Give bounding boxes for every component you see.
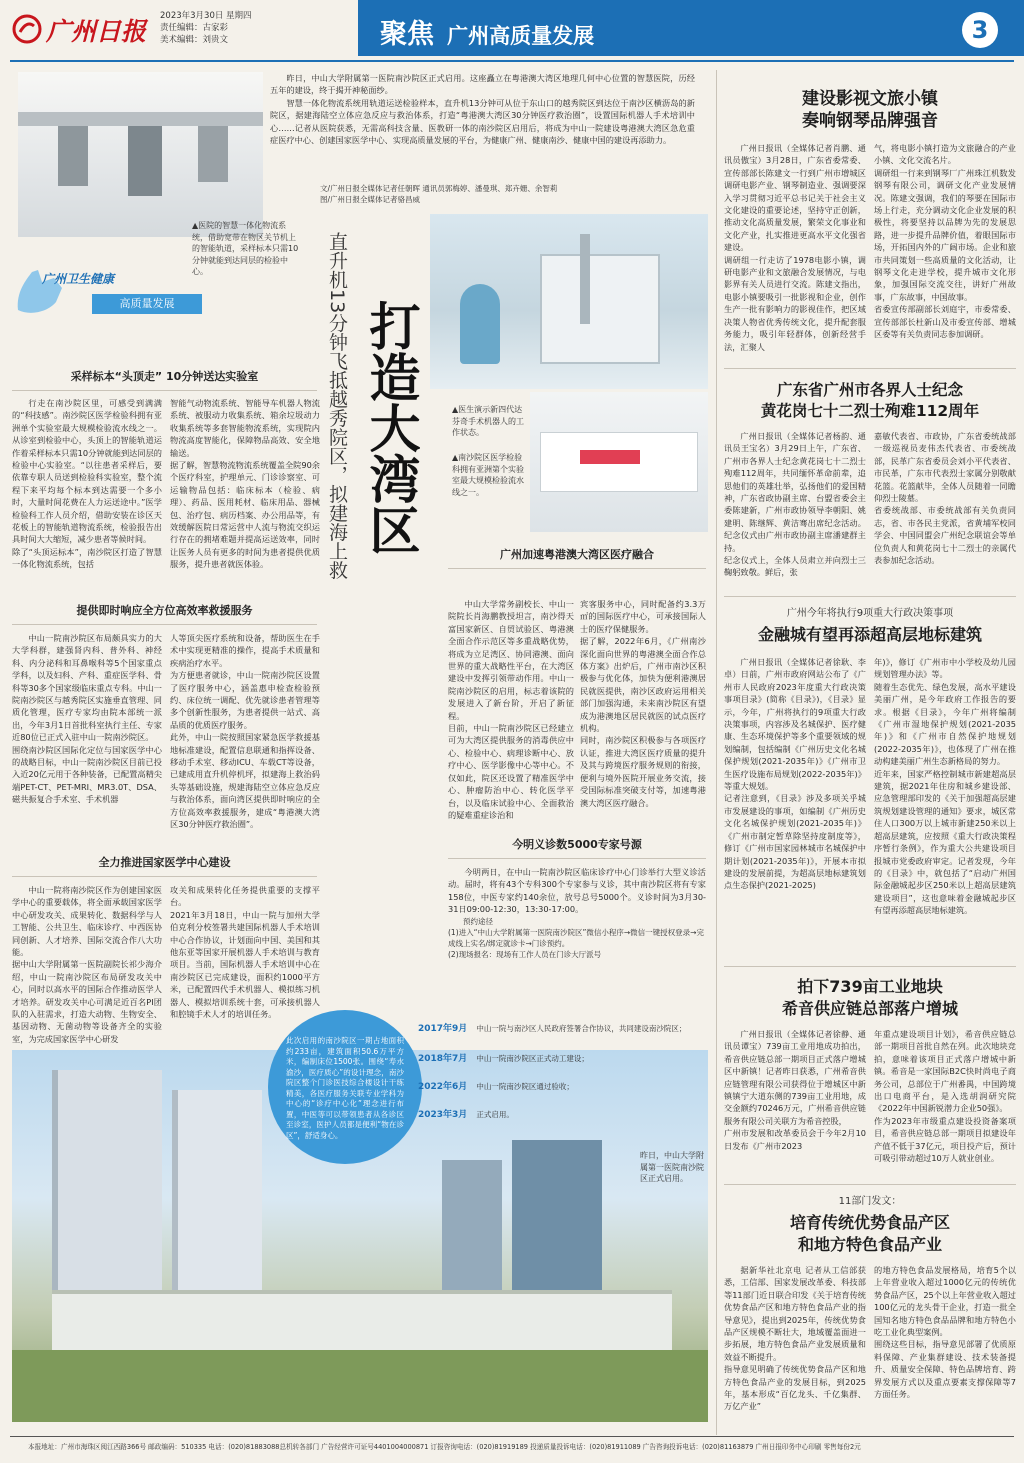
article2-col1: 广州日报讯（全媒体记者杨韵、通讯员王宝名）3月29日上午，广东省、广州市各界人士纪念黄花岗七十二烈士殉难112周年，共同缅怀革命前辈，追思他们的英雄壮举，弘扬他们的爱国精神，广东省政协副主席、台盟省委会主委陈建新，广州市政协领导李朝阳、姚建明、陈继辉、黄洁骞出席纪念活动。纪念仪式由广州市政协副主席潘建群主持。 纪念仪式上，全体人员肃立并向烈士三鞠躬致敬。鲜后，张	[724, 431, 866, 578]
article5-col1: 据新华社北京电 记者从工信部获悉，工信部、国家发展改革委、科技部等11部门近日联合印发《关于培育传统优势食品产区和地方特色食品产业的指导意见》，提出到2025年，传统优势食品产区规模不断壮大，地域覆盖面进一步拓展，地方特色食品产业发展质量和效益不断提升。 指导意见明确了传统优势食品产区和地方特色食品产业的发展目标，到2025年，基本形成“百亿龙头、千亿集群、万亿产业”	[724, 1265, 866, 1412]
footer-rule	[10, 1436, 1014, 1437]
byline-text: 文/广州日报全媒体记者任朝晖 通讯员郭梅婷、潘曼琪、郑卉姗、余智莉	[320, 184, 558, 193]
lab-line-photo	[530, 392, 708, 532]
article3-col1: 广州日报讯（全媒体记者徐耿、李卓）日前，广州市政府网站公布了《广州市人民政府2023年度重大行政决策事项目录》(简称《目录》)，《目录》显示，今年，广州将执行的9项重大行政决策事项，内容涉及名城保护、医疗健康、生态环境保护等多个重要领域的规划编制，包括编制《广州历史文化名城保护规划(2021-2035年)》《广州市卫生医疗设施布局规划(2022-2035年)》等重大规划。 记者注意到，《目录》涉及多项关乎城市发展建设的事项，如编制《广州历史文化名城保护规划(2021-2035年)》《广州市制定暂草除坚持度制度等》，修订《广州市国家园林城市名城保护中期计划(2021-2035年)》，开展本市拟建设的发展前提，为超高层地标建筑划点生态保护(2021-2025)	[724, 657, 866, 891]
article4-col2: 年重点建设项目计划》，希音供应链总部一期项目首批自然在列。此次地块竞拍，意味着该项目正式落户增城中新镇。希音是一家国际B2C快时尚电子商务公司，总部位于广州番禺，中国跨境出口电商平台，是入选胡润研究院《2022年中国新锐潜力企业50强》。 作为2023年市级重点建设投资备案项目，希音供应链总部一期项目拟建设年产值不低于37亿元，项目投产后，预计可吸引带动超过10万人就业创业。	[874, 1029, 1016, 1164]
article2-col2: 嘉敏代表省、市政协，广东省委统战部一级巡视员麦伟杰代表省、市委统战部，民革广东省委员会刘小平代表省、市民革，广东市代表烈士家属分别敬献花篮。花篮献毕，全体人员随着一同瞻仰烈士陵墓。 省委统战部、市委统战部有关负责同志，省、市各民主党派，省黄埔军校同学会、中国同盟会广州纪念联谊会等单位负责人和黄花岗七十二烈士的亲属代表参加纪念活动。	[874, 431, 1016, 566]
health-badge	[12, 262, 202, 318]
byline-photo: 图/广州日报全媒体记者骆昌威	[320, 195, 421, 204]
section1-title: 采样标本“头顶走” 10分钟送达实验室	[70, 370, 259, 383]
expert-text: 今明两日，在中山一院南沙院区临床诊疗中心门诊举行大型义诊活动。届时，将有43个专科300个专家参与义诊，其中南沙院区将有专家158位，中医专家约140余位，放号总号5000个。义诊时间为3月30-31日09:00-12:30，13:30-17:00。	[448, 867, 706, 915]
timeline-item	[418, 1102, 708, 1130]
headline-main: 打造大湾区	[360, 300, 420, 555]
lead-text	[270, 72, 695, 180]
timeline-text: 中山一院南沙院区正式动工建设；	[476, 1054, 589, 1063]
art-editor: 美术编辑：刘贵文	[160, 35, 229, 45]
timeline-text: 中山一院南沙院区通过验收；	[476, 1082, 574, 1091]
logo-emblem-icon	[12, 14, 42, 44]
hospital-note	[268, 1010, 422, 1164]
photo-caption-lab: ▲南沙院区医学检验科拥有亚洲第个实验室最大规模检验流水线之一。	[452, 453, 524, 497]
timeline-date: 2017年9月	[418, 1024, 468, 1034]
logistics-photo	[18, 72, 263, 237]
article3-col2: 年)》，修订《广州市中小学校及幼儿园规划管理办法》等。 随着生态优先、绿色发展，高水平建设美丽广州，是今年政府工作报告的要求。根据《目录》，今年广州将编制《广州市湿地保护规划(2021-2035年)》和《广州市自然保护地规划(2022-2035年)》，也体现了广州在推动构建美丽广州生态新格局的努力。 近年来，国家严格控制城市新建超高层建筑，据2021年住房和城乡建设部、应急管理部印发的《关于加强超高层建筑规划建设管理的通知》要求，城区常住人口300万以上城市新建250米以上超高层建筑，应按照《重大行政决策程序暂行条例》，作为重大公共建设项目报城市党委政府审定。记者发现，今年的《目录》中，就包括了“启动广州国际金融城起步区250米以上超高层建筑建设项目”，这也意味着金融城起步区有望再添超高层地标建筑。	[874, 657, 1016, 916]
article5-title-line2: 和地方特色食品产业	[797, 1235, 942, 1254]
masthead-rule	[10, 60, 1014, 62]
timeline-item	[418, 1016, 708, 1046]
section4-col1: 中山大学常务副校长、中山一院院长肖海鹏教授坦言，南沙得天富国家新区、自贸试验区、粤港澳全面合作示范区等多重战略优势，将成为立足湾区、协同港澳、面向世界的重大战略性平台，在大湾区建设中发挥引领带动作用。中山一院南沙院区的启用，标志着该院的发展进入了新台阶，开启了新征程。 目前，中山一院南沙院区已经建立可为大湾区提供服务的消毒供应中心、检验中心、病理诊断中心、放疗中心、医学影像中心等中心。不仅如此，院区还设置了精准医学中心、肿瘤防治中心、转化医学平台，以及临床试验中心、全面救治的疑难重症诊治和	[448, 599, 574, 820]
section-title-sub: 广州高质量发展	[447, 24, 595, 48]
article1-title	[724, 88, 1016, 132]
article4-title-line1: 拍下739亩工业地块	[797, 977, 943, 996]
masthead	[0, 0, 1024, 68]
section3-title: 全力推进国家医学中心建设	[98, 856, 231, 869]
timeline-item	[418, 1046, 708, 1074]
article4-title-line2: 希音供应链总部落户增城	[781, 999, 958, 1018]
article2-title-line2: 黄花岗七十二烈士殉难112周年	[760, 402, 980, 420]
section2-title: 提供即时响应全方位高效率救援服务	[76, 604, 253, 617]
timeline	[418, 1016, 708, 1130]
section2-col2: 人等顶尖医疗系统和设备，帮助医生在手术中实现更精准的操作，提高手术质量和疾病治疗水平。 为方便患者就诊，中山一院南沙院区设置了医疗服务中心，涵盖惠申检查检验预约、床位统一调配、优先就诊患者管理等多个创新性服务，为患者提供一站式、高品质的优质医疗服务。 此外，中山一院按照国家紧急医学救援基地标准建设，配置信息联通和指挥设备、移动手术室、移动ICU、车载CT等设备，已建成用直升机停机坪，拟建海上救治码头等基础设施，规建海陆空立体应急反应与救治体系，面向湾区提供即时响应的全方位高效率救援服务，建成“粤港澳大湾区30分钟医疗救治圈”。	[170, 633, 320, 830]
article1-col2: 气，将电影小镇打造为文旅融合的产业小镇、文化交流名片。 调研组一行来到钢琴厂广州珠江机数发钢琴有限公司，调研文化产业发展情况。陈建文强调，我们的琴要在国际市场上行走，充分调动文化企业发展的积极性，将要坚持以品牌为先的发展思路，进一步提升品牌价值，着眼国际市场，开拓国内外的广阔市场。企业和旅市共同策划一些高质量的文化活动，让钢琴文化走进学校，提升城市文化形象，加强国际交流交往，讲好广州故事，广东故事，中国故事。 省委宣传部副部长刘庭宇，市委常委、宣传部部长杜新山及市委宣传部、增城区委等有关负责同志参加调研。	[874, 143, 1016, 340]
article5-col2: 的地方特色食品发展格局，培育5个以上年营业收入超过1000亿元的传统优势食品产区，25个以上年营业收入超过100亿元的龙头骨干企业，打造一批全国知名地方特色食品品牌和地方特色小吃工业化典型案例。 围绕这些目标，指导意见部署了优质原料保障、产业集群建设、技术装备提升、质量安全保障、特色品牌培育、跨界发展方式以及重点要素支撑保障等7方面任务。	[874, 1265, 1016, 1400]
section-title	[380, 12, 594, 51]
lead-byline	[320, 183, 700, 205]
article4-col1: 广州日报讯（全媒体记者徐静、通讯员谭宝）739亩工业用地成功拍出，希音供应链总部一期项目正式落户增城区中新镇！记者昨日获悉，广州希音供应链管理有限公司获得位于增城区中新镇镇宁大道东侧的739亩工业用地，成交金额约70246万元，广州希音供应链服务有限公司关联方为希音控股， 广州市发展和改革委员会于今年2月10日发布《广州市2023	[724, 1029, 866, 1151]
timeline-text: 中山一院与南沙区人民政府签署合作协议，共同建设南沙院区；	[476, 1024, 687, 1033]
logo	[12, 10, 152, 48]
article1-col1: 广州日报讯（全媒体记者肖鹏、通讯员傲宝）3月28日，广东省委常委、宣传部部长陈建文一行到广州市增城区调研电影产业、钢琴制造业、强调要深入学习贯彻习近平总书记关于社会主义文化建设的重要论述，坚持守正创新，推动文化高质量发展，繁荣文化事业和文化产业，扎实推进更高水平文化强省建设。 调研组一行走访了1978电影小镇，调研电影产业和文旅融合发展情况，与电影界有关人员进行交流。陈建文指出，电影小镇要吸引一批影视和企业，创作生产一批有影响力的影视佳作，把区域决策人物省优秀传统文化，提升配套服务能力，吸引年轻群体，创新经营手法，汇聚人	[724, 143, 866, 352]
section3-col2: 攻关和成果转化任务提供重要的支撑平台。 2021年3月18日，中山一院与加州大学伯克利分校签署共建国际机器人手术培训中心合作协议，计划面向中国、美国和其他东亚等国家开展机器人手术培训与教育项目。当前，国际机器人手术培训中心在南沙院区已完成建设，面积约1000平方米，已配置四代手术机器人、模拟练习机器人、模拟培训系统十套，可承接机器人和腔镜手术人才的培训任务。	[170, 885, 320, 1020]
timeline-date: 2022年6月	[418, 1082, 468, 1092]
timeline-date: 2023年3月	[418, 1110, 468, 1120]
register-option-1: (1)进入“中山大学附属第一医院南沙院区”微信小程序→微信一键授权登录→完成线上实名/绑定就诊卡→门诊预约。	[448, 928, 704, 948]
article5-title-line1: 培育传统优势食品产区	[789, 1213, 950, 1232]
article5-kicker: 11部门发文：	[838, 1196, 902, 1207]
article2-title-line1: 广东省广州市各界人士纪念	[776, 381, 963, 399]
responsible-editor: 责任编辑：古家彩	[160, 23, 229, 33]
photo-caption-logistics: ▲医院的智慧一体化物流系统，借助宽带在物区关节机上的智能轨道，采样标本只需10分钟就能到达同层的检验中心。	[192, 221, 299, 276]
photo-caption-hospital: 昨日，中山大学附属第一医院南沙院区正式启用。	[640, 1151, 704, 1183]
article4-title	[724, 976, 1016, 1020]
hospital-note-text: 此次启用的南沙院区一期占地面积约233亩，建筑面积50.6万平方米，编制床位1500张。围绕“寿水渝沙，医疗质心”的设计理念，南沙院区整个门诊医技综合楼设计干练精美，各医疗服务关联专业学科为中心的“诊疗中心化”理念进行布置，中医等可以带领患者从各诊区至诊室，医护人员都是便利“物在诊区”，舒适身心。	[286, 1036, 404, 1140]
article1-title-line2: 奏响钢琴品牌强音	[802, 111, 938, 131]
timeline-item	[418, 1074, 708, 1102]
timeline-text: 正式启用。	[476, 1110, 514, 1119]
section-title-main: 聚焦	[380, 19, 434, 50]
lead-paragraph-2: 智慧一体化物流系统用轨道运送检验样本，直升机13分钟可从位于东山口的越秀院区到达位于南沙区横沥岛的新院区，据建海陆空立体应急反应与救治体系，打造“粤港澳大湾区30分钟医疗救治圈”，设置国际机器人手术培训中心……记者从医院获悉，无需高科技含量、医教研一体的南沙院区启用后，将成为中山一院建设粤港澳大湾区急危重症医疗中心、创建国家医学中心、实现高质量发展的平台，为健康广州、健康南沙、健康中国的建设再添助力。	[270, 97, 695, 146]
register-option-2: (2)现场报名：现场有工作人员在门诊大厅派号	[448, 950, 602, 959]
article2-title	[724, 380, 1016, 422]
section1-col1: 行走在南沙院区里，可感受到满满的“科技感”。南沙院区医学检验科拥有亚洲单个实验室最大规模检验流水线之一。从诊室到检验中心，头顶上的智能轨道运作着采样标本只需10分钟就能到达同层的检验中心实验室。“以往患者采样后，要依靠专职人员送到检验科实验室，整个流程下来平均每个标本到达需要一个多小时，大量时间花费在人力运送途中。”医学检验科工作人员介绍，借助安装在诊区天花板上的智能轨道物流系统，检验报告出具时间大大缩短，减少患者等候时间。 除了“头顶运标本”，南沙院区打造了智慧一体化物流系统，包括	[12, 398, 162, 570]
section2-col1: 中山一院南沙院区布局颇具实力的大大学科群，建强肾内科、普外科、神经科、内分泌科和耳鼻喉科等5个国家重点学科，以及妇科、产科、重症医学科、骨科等30多个国家级临床重点专科。中山一院南沙院区与越秀院区实施垂直管理、同质化管理，医疗专家均由院本部统一派出，今年3月1日首批科室执行主任、专家近80位已正式入驻中山一院南沙院区。 围绕南沙院区国际化定位与国家医学中心的战略目标，中山一院南沙院区目前已投入近20亿元用于各种装备，已配置高精尖端PET-CT、PET-MRI、MR3.0T、DSA、磁共振复合手术室、手术机器	[12, 633, 162, 805]
lead-paragraph-1: 昨日，中山大学附属第一医院南沙院区正式启用。这座矗立在粤港澳大湾区地理几何中心位置的智慧医院，历经五年的建设，终于揭开神秘面纱。	[270, 73, 695, 96]
section4-col2: 宾客服务中心，同时配备约3.3万㎡的国际医疗中心，可承接国际人士的医疗保健服务。 据了解，2022年6月，《广州南沙深化面向世界的粤港澳全面合作总体方案》出炉后，广州市南沙区积极参与优化体，加快为便利港澳居民就医提供，南沙区政府运用相关部门加强沟通，未来南沙院区有望成为港澳地区居民就医的试点医疗机构。 同时，南沙院区积极参与各项医疗认证，推进大湾区医疗质量的提升及其与跨境医疗服务规则的衔接，便利与境外医院开展业务交流，接受国际标准突破支付等，加速粤港澳大湾区医疗融合。	[580, 599, 706, 808]
badge-bottom: 高质量发展	[92, 294, 202, 314]
article1-title-line1: 建设影视文旅小镇	[802, 89, 938, 109]
section4-title: 广州加速粤港澳大湾区医疗融合	[500, 548, 654, 561]
article3-title: 金融城有望再添超高层地标建筑	[757, 625, 982, 644]
article5-title	[724, 1212, 1016, 1256]
article3-kicker: 广州今年将执行9项重大行政决策事项	[786, 608, 954, 619]
register-label: 预约途径	[463, 917, 493, 926]
timeline-date: 2018年7月	[418, 1054, 468, 1064]
issue-date: 2023年3月30日 星期四	[160, 11, 252, 21]
section1-col2: 智能气动物流系统、智能导车机器人物流系统、被服动力收集系统、箱余垃圾动力收集系统等多套智能物流系统，实现院内物流高度智能化，保障物品高效、安全地输送。 据了解，智慧物流物流系统覆盖全院90余个医疗科室，护理单元、门诊诊察室、可运输物品包括：临床标本（检验、病理）、药品、医用耗材、临床用品、器械包、治疗包、病历档案、办公用品等，有效缓解医院日常运营中人流与物流交织运行存在的拥堵难题并提高运送效率，同时让医务人员有更多的时间为患者提供优质服务，提升患者就医体验。	[170, 398, 320, 570]
badge-top: 广州卫生健康	[42, 272, 115, 286]
photo-caption-surgery: ▲医生演示新四代达芬奇手术机器人的工作状态。	[452, 405, 524, 437]
expert-register	[448, 916, 706, 960]
headline-deck: 直升机13分钟飞抵越秀院区，拟建海上救	[326, 232, 348, 580]
expert-title: 今明义诊数5000专家号源	[512, 838, 642, 851]
section3-col1: 中山一院将南沙院区作为创建国家医学中心的重要载体，将全面承载国家医学中心研发攻关、成果转化、数据科学与人工智能、公共卫生、临床诊疗、中西医协同创新、人才培养、国际交流合作八大功能。 据中山大学附属第一医院副院长祁少海介绍，中山一院南沙院区布局研发攻关中心，同时以高水平的国际合作推动医学人才培养。研发攻关中心可满足近百名PI团队的入驻需求，打造大动物、生物安全、基因动物、无菌动物等设备齐全的实验室，为完成国家医学中心研发	[12, 885, 162, 1044]
page-number: 3	[962, 12, 998, 48]
footer: 本报地址：广州市海珠区阅江西路366号 邮政编码：510335 电话：(020)81883088总机转各部门 广告经营许可证号4401004000871 订报咨询电话：(020)81919189 投递质量投诉电话：(020)81911089 广告咨询投诉电话：(020)81163879 广州日报印务中心印刷 零售每份2元	[28, 1443, 861, 1451]
surgery-robot-photo	[430, 214, 708, 389]
masthead-meta	[160, 10, 350, 46]
logo-text: 广州日报	[46, 17, 147, 46]
